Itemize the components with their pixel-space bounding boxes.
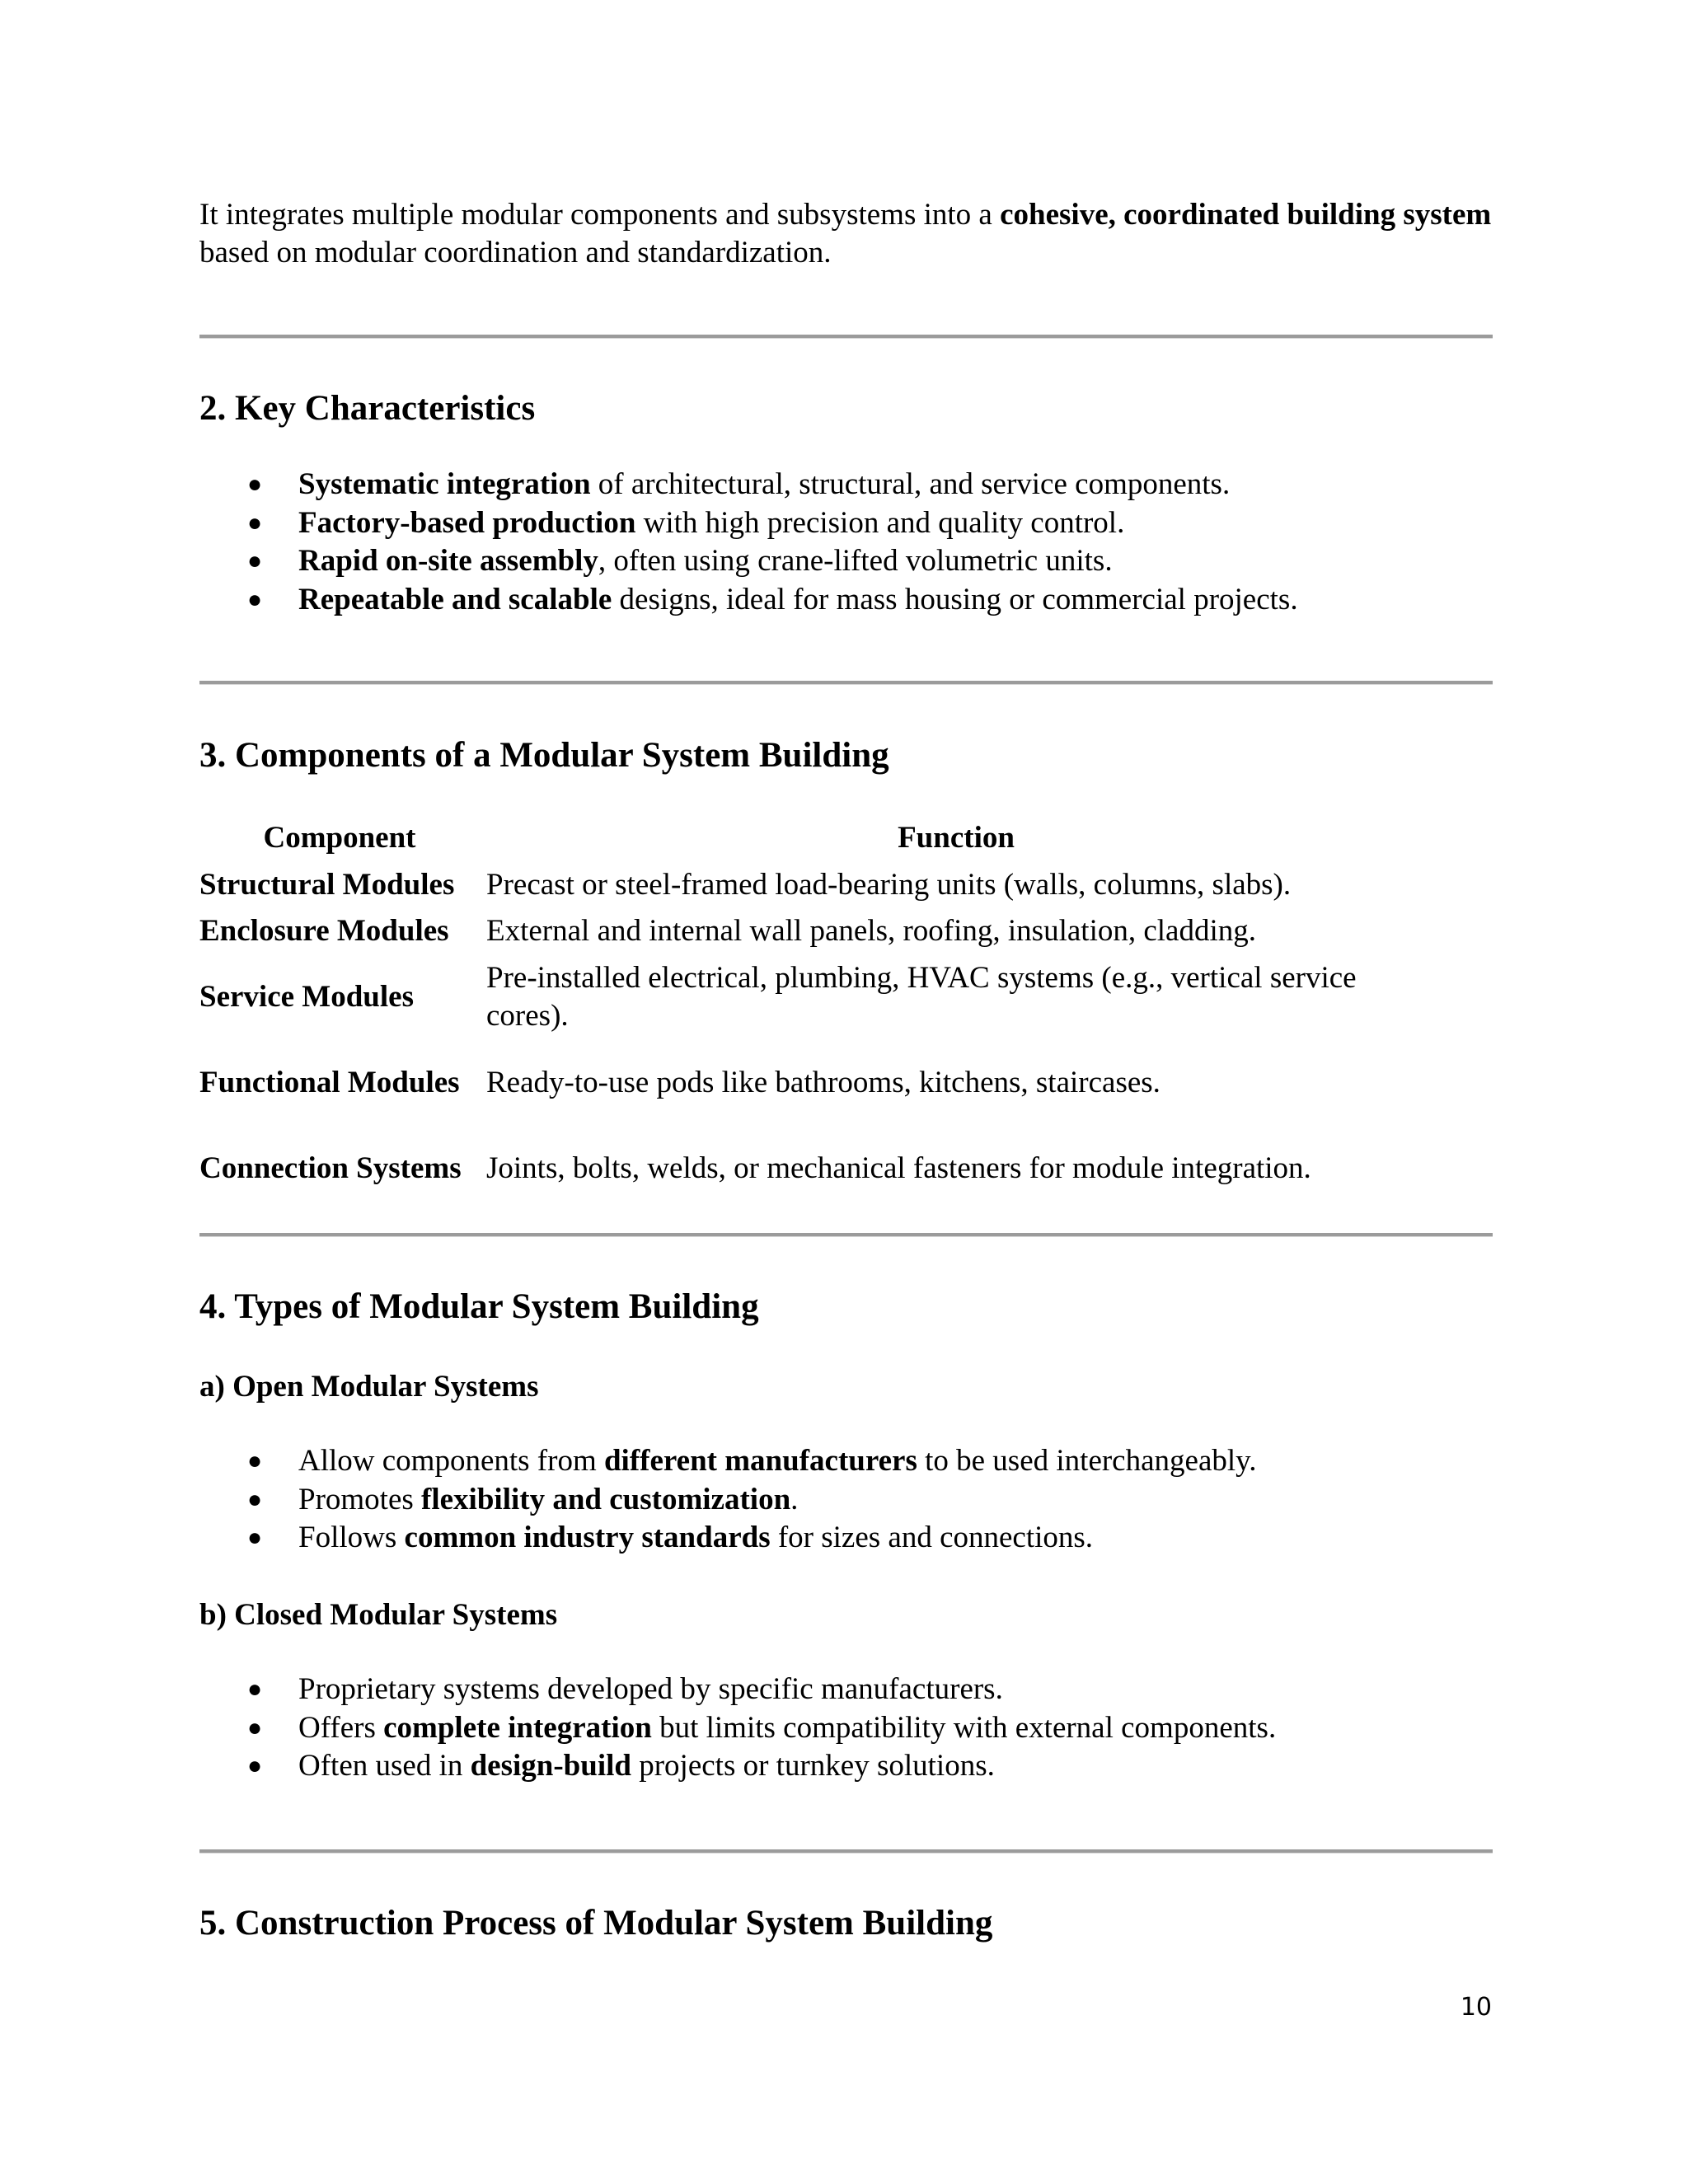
list-item-text: Proprietary systems developed by specific manufacturers. [298,1672,1003,1706]
intro-text-pre: It integrates multiple modular components and subsystems into a [199,198,1001,232]
table-row [196,954,1429,1040]
subheading-open-systems: a) Open Modular Systems [199,1370,539,1404]
list-item [199,1671,1276,1709]
list-item [199,581,1298,620]
table-row [196,862,1429,908]
list-item [199,1709,1276,1748]
intro-paragraph [199,196,1502,272]
section-divider [199,681,1493,685]
section-divider [199,335,1493,339]
list-item-text: Follows [298,1521,405,1554]
list-item-text: but limits compatibility with external components. [651,1710,1277,1745]
list-item-bold: common industry standards [404,1521,771,1554]
bullet-icon: ● [247,1713,263,1741]
function-cell: Ready-to-use pods like bathrooms, kitchens, staircases. [486,1066,1160,1099]
bullet-icon: ● [247,1675,263,1703]
list-item [199,504,1298,543]
section-divider [199,1849,1493,1854]
list-item-bold: Factory-based production [298,505,636,540]
list-item-text: to be used interchangeably. [917,1444,1257,1478]
list-item-bold: Systematic integration [298,467,591,501]
page-number: 10 [1460,1993,1492,2022]
list-item-text: Offers [298,1710,384,1745]
function-cell: Pre-installed electrical, plumbing, HVAC systems (e.g., vertical service cores). [486,961,1357,1033]
open-systems-list [199,1442,1257,1558]
list-item [199,1442,1257,1481]
list-item [199,466,1298,504]
components-table [196,816,1429,1212]
section-divider [199,1233,1493,1237]
table-row [196,1126,1429,1212]
list-item-text: of architectural, structural, and service components. [590,467,1231,501]
list-item-bold: Repeatable and scalable [298,582,612,616]
function-cell: Precast or steel-framed load-bearing units (walls, columns, slabs). [486,868,1292,902]
list-item-text: Allow components from [298,1444,604,1478]
intro-text-post: based on modular coordination and standardization. [199,236,832,269]
list-item-bold: complete integration [383,1710,652,1745]
column-header-function: Function [898,821,1015,855]
closed-systems-list [199,1671,1276,1786]
table-row [196,1040,1429,1126]
list-item [199,1747,1276,1786]
list-item-text: with high precision and quality control. [635,505,1125,540]
component-cell: Connection Systems [199,1151,462,1185]
bullet-icon: ● [247,1524,263,1551]
list-item-text: . [790,1482,799,1516]
list-item [199,1519,1257,1558]
table-header-row [196,816,1429,862]
component-cell: Service Modules [199,980,414,1014]
component-cell: Structural Modules [199,868,455,902]
list-item-text: Promotes [298,1482,422,1516]
bullet-icon: ● [247,1752,263,1779]
list-item-bold: different manufacturers [603,1444,917,1478]
list-item-bold: flexibility and customization [421,1482,791,1516]
section-heading-components: 3. Components of a Modular System Building [199,736,889,775]
subheading-closed-systems: b) Closed Modular Systems [199,1598,558,1632]
list-item-bold: Rapid on-site assembly [298,544,598,578]
bullet-icon: ● [247,509,263,537]
table-row [196,908,1429,954]
component-cell: Functional Modules [199,1066,460,1099]
bullet-icon: ● [247,1447,263,1474]
function-cell: External and internal wall panels, roofing, insulation, cladding. [486,914,1256,948]
list-item [199,542,1298,581]
list-item-text: , often using crane-lifted volumetric units. [598,544,1113,578]
bullet-icon: ● [247,1485,263,1513]
bullet-icon: ● [247,471,263,498]
bullet-icon: ● [247,585,263,613]
list-item-text: for sizes and connections. [770,1521,1094,1554]
bullet-icon: ● [247,547,263,574]
intro-text-bold: cohesive, coordinated building system [1000,198,1492,232]
column-header-component: Component [263,821,416,855]
list-item [199,1481,1257,1520]
function-cell: Joints, bolts, welds, or mechanical fasteners for module integration. [486,1151,1311,1185]
key-characteristics-list [199,466,1298,619]
component-cell: Enclosure Modules [199,914,449,948]
list-item-text: projects or turnkey solutions. [631,1749,995,1783]
list-item-bold: design-build [470,1749,631,1783]
section-heading-construction-process: 5. Construction Process of Modular System Building [199,1904,993,1943]
list-item-text: designs, ideal for mass housing or commercial projects. [612,582,1298,616]
section-heading-types: 4. Types of Modular System Building [199,1287,759,1326]
list-item-text: Often used in [298,1749,471,1783]
section-heading-key-characteristics: 2. Key Characteristics [199,389,536,428]
